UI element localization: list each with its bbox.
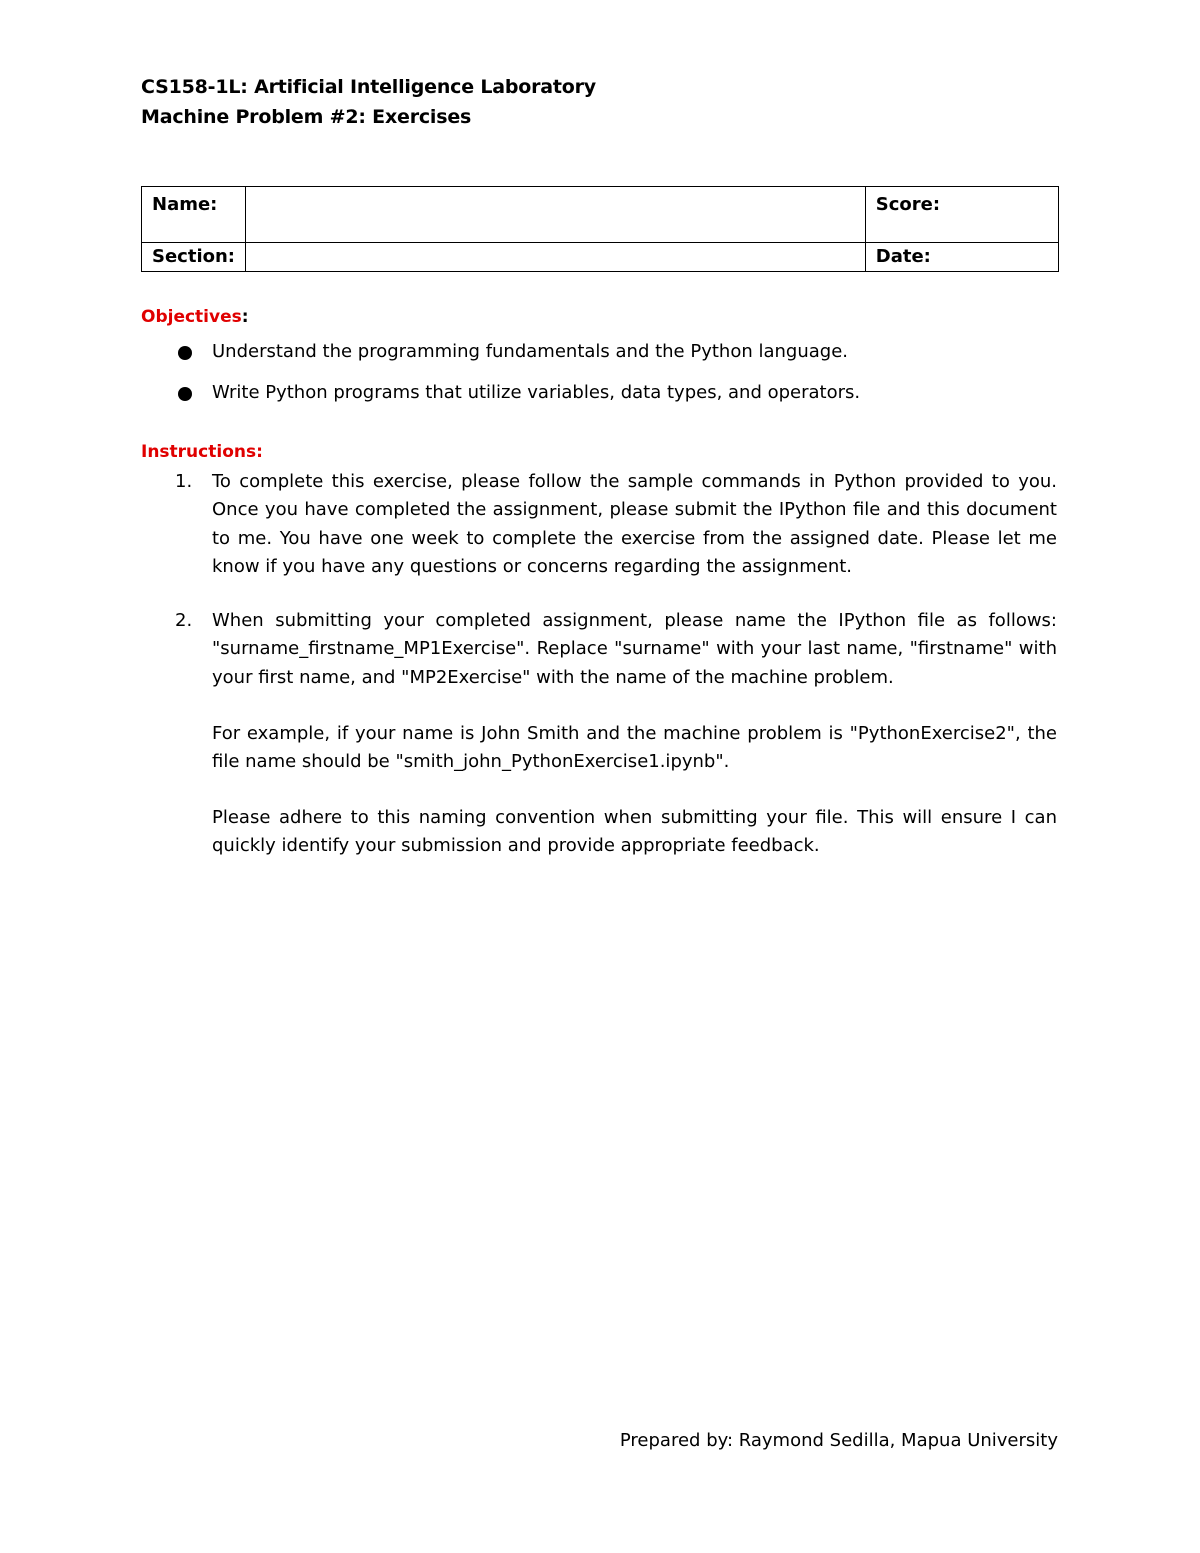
date-field[interactable]	[865, 243, 1058, 272]
objective-text: Write Python programs that utilize variables, data types, and operators.	[212, 382, 861, 403]
course-title: CS158-1L: Artificial Intelligence Laboratory	[141, 76, 596, 98]
prepared-by-footer: Prepared by: Raymond Sedilla, Mapua University	[619, 1430, 1058, 1451]
student-info-table	[141, 186, 1059, 272]
objective-text: Understand the programming fundamentals and the Python language.	[212, 341, 848, 362]
info-row-2	[142, 243, 1059, 272]
bullet-icon	[178, 346, 192, 360]
machine-problem-title: Machine Problem #2: Exercises	[141, 106, 472, 128]
instructions-heading: Instructions:	[141, 442, 263, 462]
bullet-icon	[178, 387, 192, 401]
date-label: Date:	[875, 246, 931, 267]
instruction-example: For example, if your name is John Smith and the machine problem is "PythonExercise2", the file name should be "smith_john_PythonExercise1.ipynb".	[212, 723, 1057, 773]
name-label: Name:	[142, 187, 246, 243]
objectives-heading-text: Objectives	[141, 307, 242, 327]
score-field[interactable]	[865, 187, 1058, 243]
instruction-note: Please adhere to this naming convention when submitting your file. This will ensure I can quickly identify your submission and provide appropriate feedback.	[212, 807, 1057, 857]
section-field[interactable]	[246, 243, 866, 272]
info-row-1	[142, 187, 1059, 243]
instruction-number: 2.	[175, 610, 193, 631]
instruction-text: To complete this exercise, please follow the sample commands in Python provided to you. Once you have completed the assignment, please submit the IPython file and this document to me. You have one week to complete the exercise from the assigned date. Please let me know if you have any questions or concerns regarding the assignment.	[212, 471, 1057, 577]
section-label: Section:	[142, 243, 246, 272]
objectives-heading: Objectives:	[141, 307, 249, 327]
instruction-text: When submitting your completed assignment, please name the IPython file as follows: "surname_firstname_MP1Exercise". Replace "surname" with your last name, "firstname" with your first name, and "MP2Exercise" with the name of the machine problem.	[212, 610, 1057, 688]
instruction-number: 1.	[175, 471, 193, 492]
name-field[interactable]	[246, 187, 866, 243]
score-label: Score:	[875, 194, 941, 215]
